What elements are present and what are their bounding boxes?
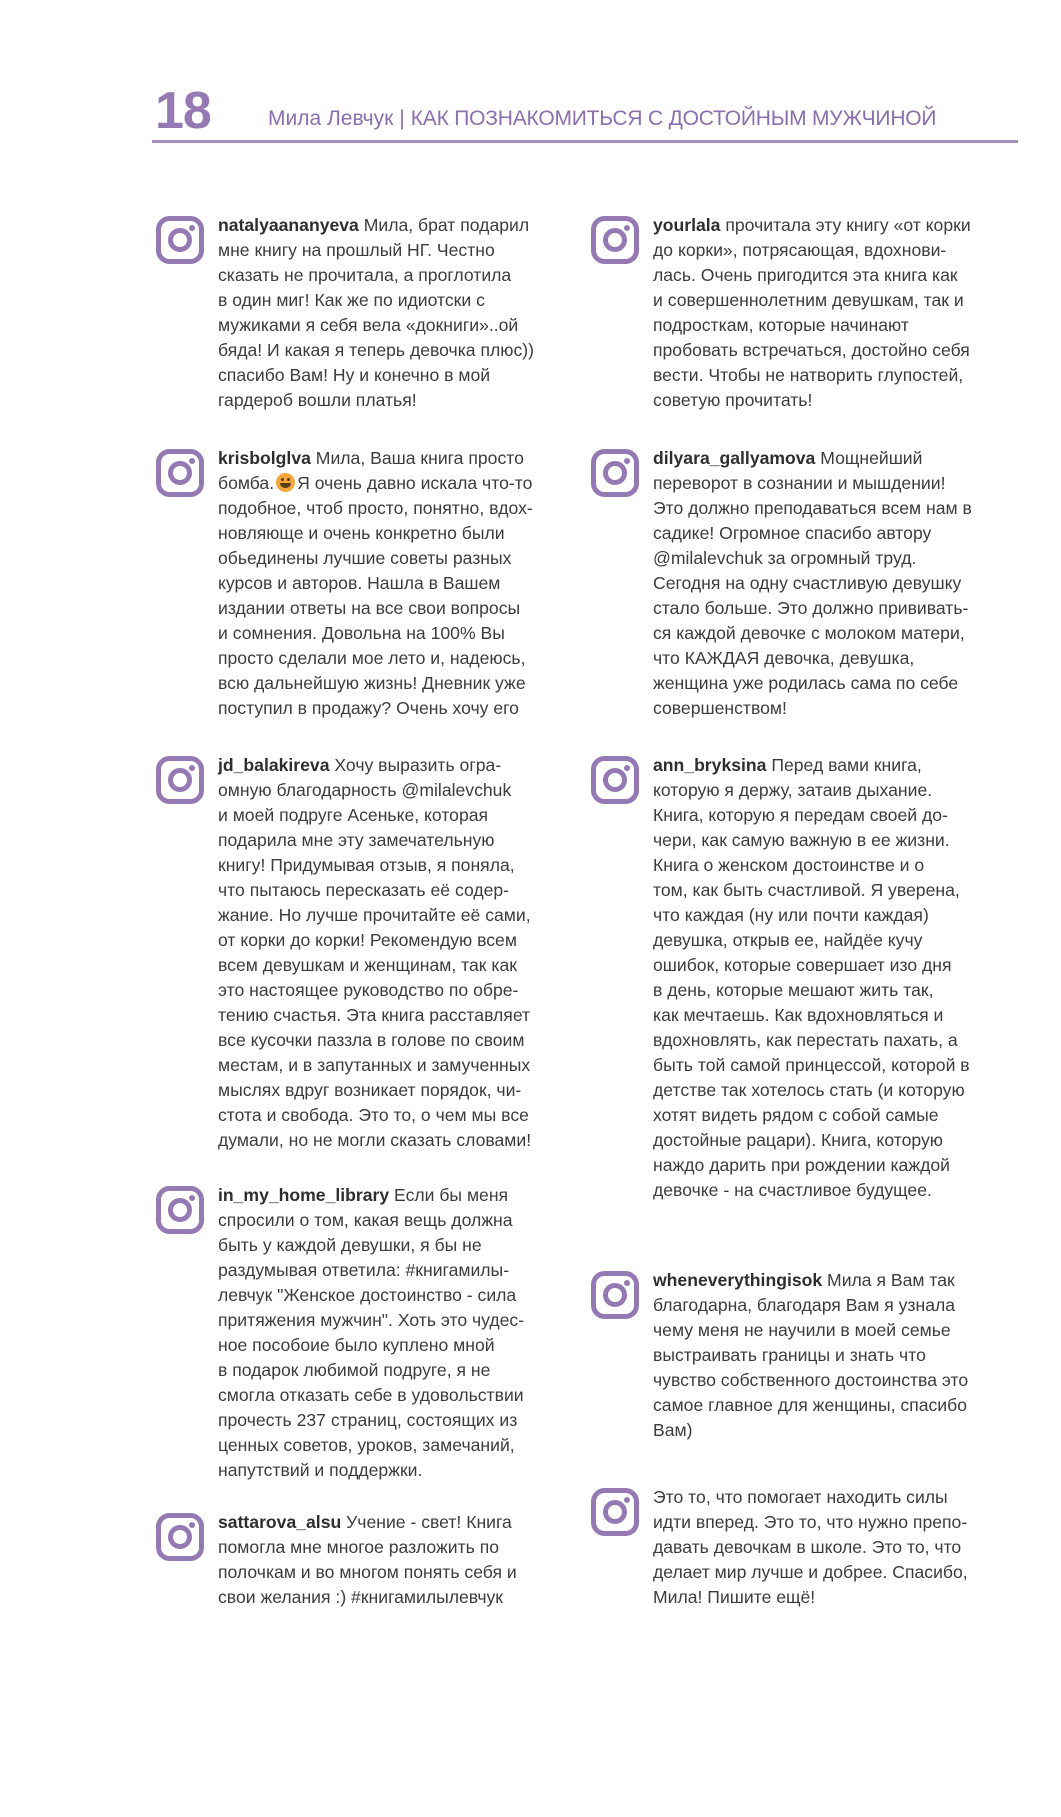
review-yourlala	[590, 213, 990, 413]
instagram-icon	[155, 448, 205, 498]
review-sattarova-alsu	[155, 1510, 555, 1610]
review-line: Это то, что помогает находить силы	[653, 1487, 948, 1507]
book-title: КАК ПОЗНАКОМИТЬСЯ С ДОСТОЙНЫМ МУЖЧИНОЙ	[410, 107, 937, 130]
review-line: жание. Но лучше прочитайте её сами,	[218, 905, 531, 925]
review-line: Мила! Пишите ещё!	[653, 1587, 816, 1607]
review-line: девушка, открыв ее, найдёе кучу	[653, 930, 923, 950]
review-line: благодарна, благодаря Вам я узнала	[653, 1295, 956, 1315]
review-text	[653, 753, 990, 1203]
review-line: помогла мне многое разложить по	[218, 1537, 500, 1557]
instagram-icon	[590, 1487, 640, 1537]
review-line: Мила, Ваша книга просто	[315, 448, 524, 468]
review-line: думали, но не могли сказать словами!	[218, 1130, 532, 1150]
instagram-icon	[590, 755, 640, 805]
review-line: Это должно преподаваться всем нам в	[653, 498, 972, 518]
review-line: стота и свобода. Это то, о чем мы все	[218, 1105, 529, 1125]
review-line: что пытаюсь пересказать её содер-	[218, 880, 510, 900]
review-line: Мила, брат подарил	[363, 215, 530, 235]
instagram-icon	[590, 215, 640, 265]
review-line: советую прочитать!	[653, 390, 813, 410]
review-line: подобное, чтоб просто, понятно, вдох-	[218, 498, 533, 518]
review-line: что каждая (ну или почти каждая)	[653, 905, 929, 925]
review-text	[218, 1183, 555, 1483]
review-line: быть той самой принцессой, которой в	[653, 1055, 970, 1075]
instagram-icon	[155, 215, 205, 265]
review-line: спросили о том, какая вещь должна	[218, 1210, 513, 1230]
review-line: раздумывая ответила: #книгамилы-	[218, 1260, 510, 1280]
review-username: jd_balakireva	[218, 755, 330, 775]
review-line: переворот в сознании и мышдении!	[653, 473, 946, 493]
review-line: Мощнейший	[820, 448, 923, 468]
review-line: ное пособоие было куплено мной	[218, 1335, 495, 1355]
instagram-icon	[155, 755, 205, 805]
review-text	[218, 1510, 555, 1610]
smiling-face-emoji-icon	[276, 473, 295, 492]
review-line: и совершеннолетним девушкам, так и	[653, 290, 964, 310]
review-line: книгу! Придумывая отзыв, я поняла,	[218, 855, 515, 875]
review-line: выстраивать границы и знать что	[653, 1345, 926, 1365]
review-line: полочкам и во многом понять себя и	[218, 1562, 517, 1582]
review-line: местам, и в запутанных и замученных	[218, 1055, 531, 1075]
review-username: dilyara_gallyamova	[653, 448, 816, 468]
review-line: и моей подруге Асеньке, которая	[218, 805, 489, 825]
author-name: Мила Левчук	[268, 107, 394, 130]
review-line: сказать не прочитала, а проглотила	[218, 265, 512, 285]
review-line: новляюще и очень конкретно были	[218, 523, 505, 543]
review-line: омную благодарность @milalevchuk	[218, 780, 512, 800]
review-line: издании ответы на все свои вопросы	[218, 598, 521, 618]
review-line: всем девушкам и женщинам, так как	[218, 955, 517, 975]
review-username: natalyaananyeva	[218, 215, 359, 235]
review-line: женщина уже родилась сама по себе	[653, 673, 959, 693]
review-line: Перед вами книга,	[771, 755, 922, 775]
review-line: прочитала эту книгу «от корки	[725, 215, 971, 235]
review-line: бяда! И какая я теперь девочка плюс))	[218, 340, 534, 360]
review-line: просто сделали мое лето и, надеюсь,	[218, 648, 526, 668]
review-line: мужиками я себя вела «докниги»..ой	[218, 315, 519, 335]
review-line: делает мир лучше и добрее. Спасибо,	[653, 1562, 968, 1582]
review-line: Я очень давно искала что-то	[297, 473, 533, 493]
review-text	[653, 213, 990, 413]
running-head	[268, 106, 1018, 132]
review-natalyaananyeva	[155, 213, 555, 413]
review-text	[653, 446, 990, 721]
review-line: это настоящее руководство по обре-	[218, 980, 519, 1000]
review-line: напутствий и поддержки.	[218, 1460, 423, 1480]
review-line: свои желания :) #книгамилылевчук	[218, 1587, 504, 1607]
review-line: наждо дарить при рождении каждой	[653, 1155, 950, 1175]
review-line: гардероб вошли платья!	[218, 390, 417, 410]
review-wheneverythingisok	[590, 1268, 990, 1443]
review-line: стало больше. Это должно прививать-	[653, 598, 969, 618]
review-username: yourlala	[653, 215, 721, 235]
review-line: Книга, которую я передам своей до-	[653, 805, 948, 825]
review-line: спасибо Вам! Ну и конечно в мой	[218, 365, 491, 385]
review-username: wheneverythingisok	[653, 1270, 823, 1290]
review-line: чувство собственного достоинства это	[653, 1370, 969, 1390]
review-text	[218, 213, 555, 413]
review-line: вести. Чтобы не натворить глупостей,	[653, 365, 964, 385]
review-line: давать девочкам в школе. Это то, что	[653, 1537, 962, 1557]
review-line: в один миг! Как же по идиотски с	[218, 290, 485, 310]
review-line: Мила я Вам так	[827, 1270, 955, 1290]
review-line: левчук "Женское достоинство - сила	[218, 1285, 517, 1305]
review-line: детстве так хотелось стать (и которую	[653, 1080, 965, 1100]
review-line: лась. Очень пригодится эта книга как	[653, 265, 958, 285]
instagram-icon	[155, 1512, 205, 1562]
review-line: все кусочки паззла в голове по своим	[218, 1030, 525, 1050]
review-line: подарила мне эту замечательную	[218, 830, 495, 850]
review-line: самое главное для женщины, спасибо	[653, 1395, 967, 1415]
instagram-icon	[590, 448, 640, 498]
review-line: том, как быть счастливой. Я уверена,	[653, 880, 960, 900]
review-line: достойные рацари). Книга, которую	[653, 1130, 943, 1150]
review-line: поступил в продажу? Очень хочу его	[218, 698, 519, 718]
review-line: садике! Огромное спасибо автору	[653, 523, 932, 543]
review-line: что КАЖДАЯ девочка, девушка,	[653, 648, 915, 668]
review-line: до корки», потрясающая, вдохнови-	[653, 240, 947, 260]
review-line: Сегодня на одну счастливую девушку	[653, 573, 962, 593]
review-line: Учение - свет! Книга	[346, 1512, 512, 1532]
review-line: обьединены лучшие советы разных	[218, 548, 512, 568]
review-krisbolglva	[155, 446, 555, 721]
review-line: подросткам, которые начинают	[653, 315, 909, 335]
review-line: идти вперед. Это то, что нужно препо-	[653, 1512, 968, 1532]
review-ann-bryksina	[590, 753, 990, 1203]
instagram-icon	[155, 1185, 205, 1235]
review-line: Хочу выразить огра-	[334, 755, 502, 775]
review-line: чери, как самую важную в ее жизни.	[653, 830, 950, 850]
review-line: быть у каждой девушки, я бы не	[218, 1235, 482, 1255]
review-line: ся каждой девочке с молоком матери,	[653, 623, 965, 643]
review-username: sattarova_alsu	[218, 1512, 342, 1532]
review-anonymous	[590, 1485, 990, 1610]
review-line: в день, которые мешают жить так,	[653, 980, 934, 1000]
review-line: смогла отказать себе в удовольствии	[218, 1385, 524, 1405]
review-line: мыслях вдруг возникает порядок, чи-	[218, 1080, 522, 1100]
review-line: от корки до корки! Рекомендую всем	[218, 930, 517, 950]
review-line: и сомнения. Довольна на 100% Вы	[218, 623, 505, 643]
review-in-my-home-library	[155, 1183, 555, 1483]
review-username: in_my_home_library	[218, 1185, 390, 1205]
review-line: прочесть 237 страниц, состоящих из	[218, 1410, 518, 1430]
review-line: хотят видеть рядом с собой самые	[653, 1105, 939, 1125]
review-line: вдохновлять, как перестать пахать, а	[653, 1030, 958, 1050]
review-text	[218, 753, 555, 1153]
review-text	[218, 446, 555, 721]
review-line: Вам)	[653, 1420, 693, 1440]
review-line: совершенством!	[653, 698, 787, 718]
review-text	[653, 1485, 990, 1610]
instagram-icon	[590, 1270, 640, 1320]
review-line: ошибок, которые совершает изо дня	[653, 955, 952, 975]
review-username: ann_bryksina	[653, 755, 767, 775]
review-line: в подарок любимой подруге, я не	[218, 1360, 491, 1380]
review-line: чему меня не научили в моей семье	[653, 1320, 951, 1340]
page-header	[152, 82, 1018, 143]
review-text	[653, 1268, 990, 1443]
separator: |	[399, 107, 405, 130]
review-username: krisbolglva	[218, 448, 311, 468]
review-line: ценных советов, уроков, замечаний,	[218, 1435, 515, 1455]
review-line: @milalevchuk за огромный труд.	[653, 548, 917, 568]
review-line: бомба.	[218, 473, 275, 493]
review-jd-balakireva	[155, 753, 555, 1153]
review-line: девочке - на счастливое будущее.	[653, 1180, 932, 1200]
review-line: притяжения мужчин". Хоть это чудес-	[218, 1310, 525, 1330]
page-number: 18	[155, 82, 211, 140]
review-line: тению счастья. Эта книга расставляет	[218, 1005, 531, 1025]
review-line: Книга о женском достоинстве и о	[653, 855, 925, 875]
review-line: пробовать встречаться, достойно себя	[653, 340, 970, 360]
review-line: которую я держу, затаив дыхание.	[653, 780, 933, 800]
review-dilyara-gallyamova	[590, 446, 990, 721]
review-line: мне книгу на прошлый НГ. Честно	[218, 240, 495, 260]
review-line: курсов и авторов. Нашла в Вашем	[218, 573, 501, 593]
review-line: Если бы меня	[394, 1185, 509, 1205]
review-line: как мечтаешь. Как вдохновляться и	[653, 1005, 944, 1025]
review-line: всю дальнейшую жизнь! Дневник уже	[218, 673, 526, 693]
